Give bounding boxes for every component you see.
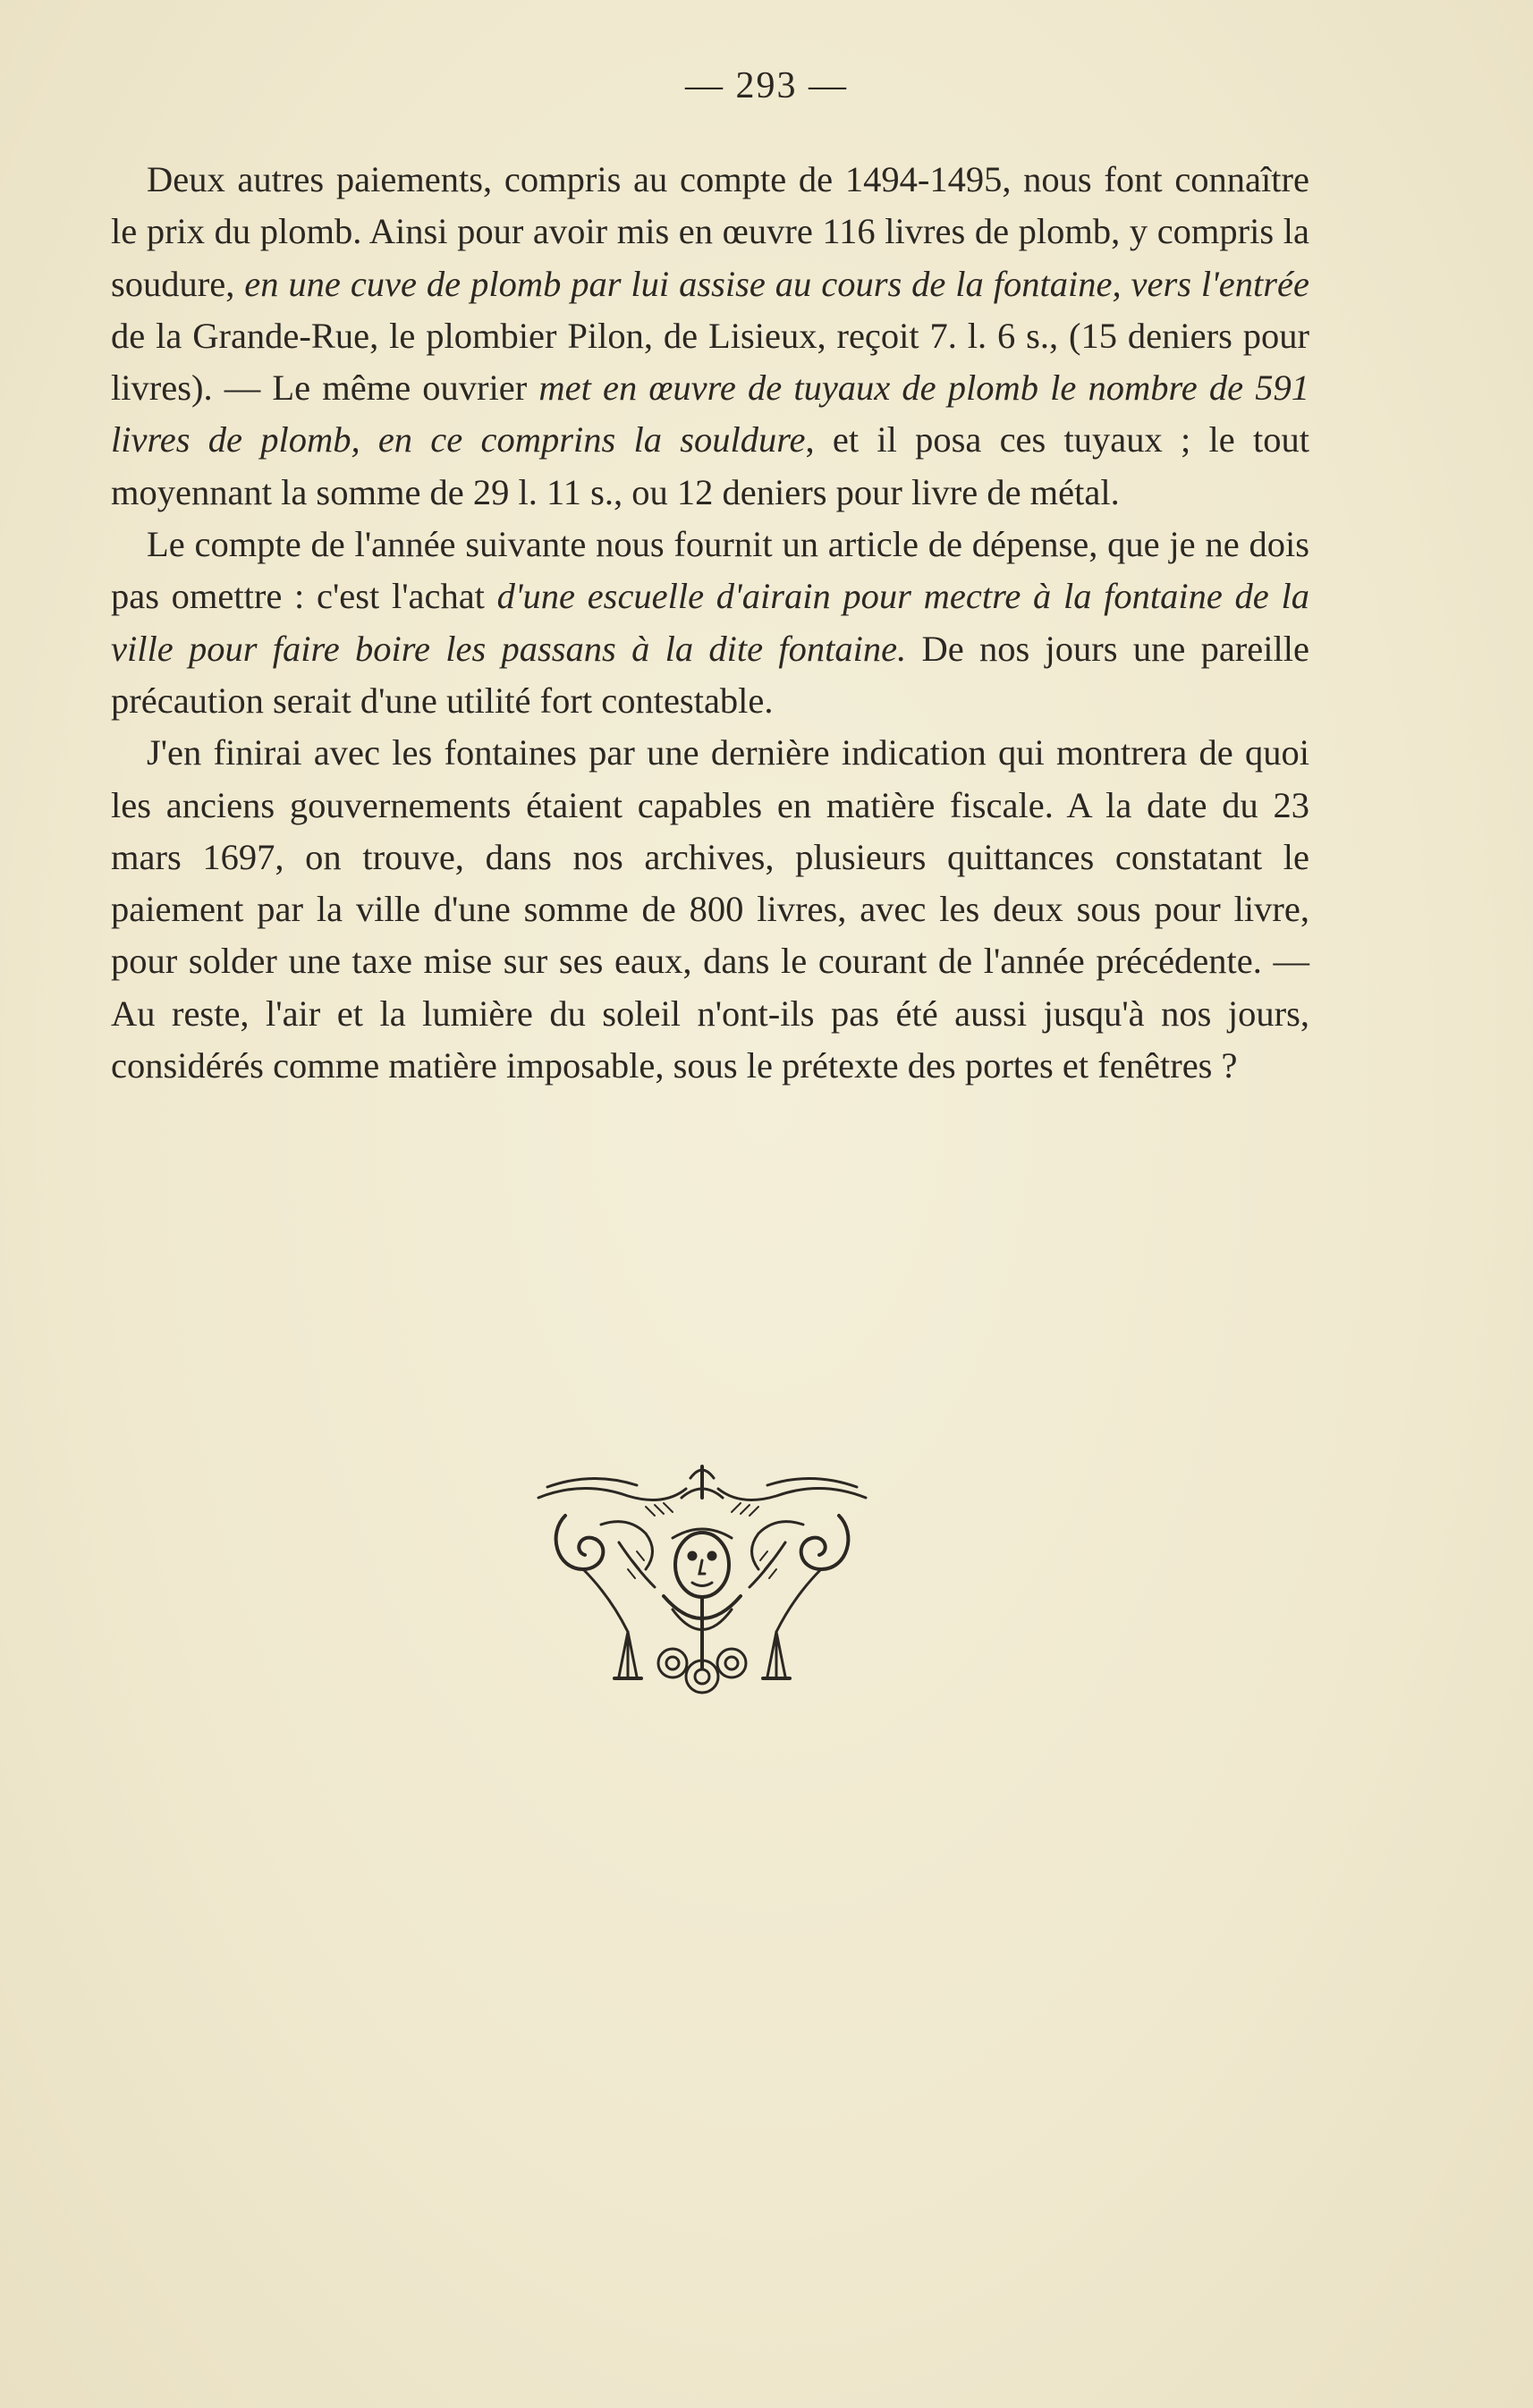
text-segment: J'en finirai avec les fontaines par une dernière indication qui montrera de quoi les anciens gouvernements étaient capables en matière fiscale. A la date du 23 mars 1697, on trouve, dans nos archives, plusieurs quittances constatant le paiement par la ville d'une somme de 800 livres, avec les deux sous pour livre, pour solder une taxe mise sur ses eaux, dans le courant de l'année précédente. — Au reste, l'air et la lumière du soleil n'ont-ils pas été aussi jusqu'à nos jours, considérés comme matière imposable, sous le prétexte des portes et fenêtres ? — [111, 732, 1309, 1086]
text-segment: de la Grande-Rue, le plombier Pilon, de Lisieux, reçoit 7. l. 6 s., (15 deniers pour livres). — Le même ouvrier — [111, 315, 1309, 409]
paragraph-3 — [111, 727, 1309, 1092]
text-segment: Le compte de l'année suivante nous fournit un article de dépense, que je ne dois pas omettre : c'est l'achat — [111, 524, 1309, 617]
italic-quotation: d'une escuelle d'airain pour mectre à la fontaine de la ville pour faire boire les passans à la dite fontaine. — [111, 576, 1309, 669]
paragraph-2 — [111, 519, 1309, 727]
paragraph-1 — [111, 154, 1309, 519]
text-segment: De nos jours une pareille précaution serait d'une utilité fort contestable. — [111, 628, 1309, 721]
italic-quotation: en une cuve de plomb par lui assise au cours de la fontaine, vers l'entrée — [244, 263, 1309, 304]
ornamental-vignette-icon — [529, 1462, 875, 1696]
text-segment: Deux autres paiements, compris au compte de 1494-1495, nous font connaître le prix du plomb. Ainsi pour avoir mis en œuvre 116 livres de plomb, y compris la soudure, — [111, 159, 1309, 304]
page-number: — 293 — — [685, 65, 848, 106]
text-segment: , et il posa ces tuyaux ; le tout moyennant la somme de 29 l. 11 s., ou 12 deniers pour livre de métal. — [111, 419, 1309, 512]
italic-quotation: met en œuvre de tuyaux de plomb le nombre de 591 livres de plomb, en ce comprins la souldure — [111, 368, 1309, 460]
body-text — [111, 154, 1309, 1092]
